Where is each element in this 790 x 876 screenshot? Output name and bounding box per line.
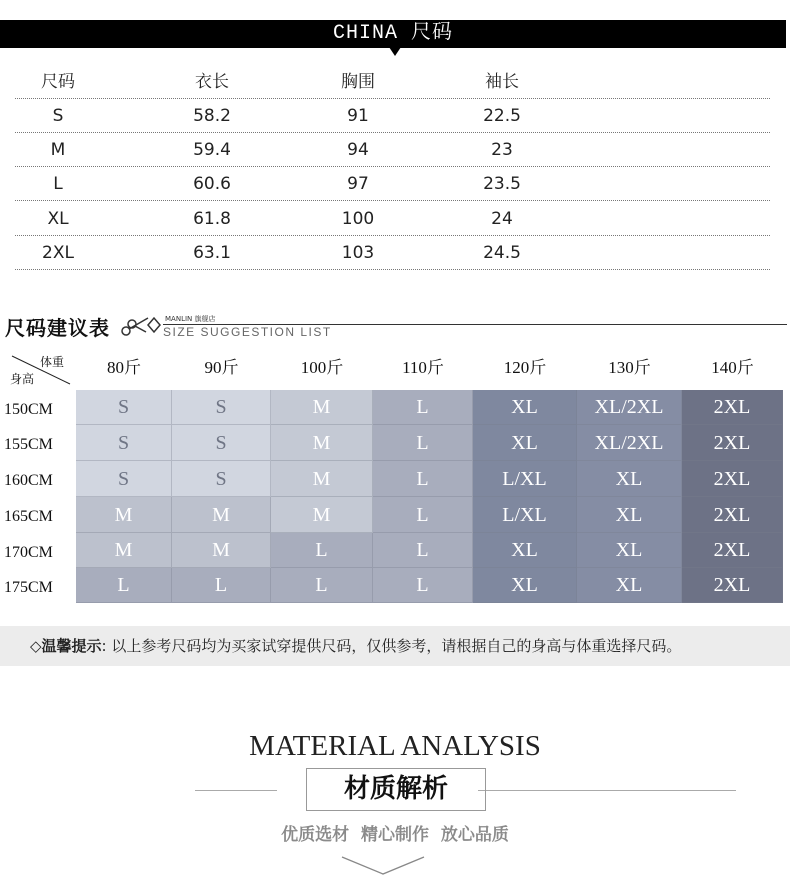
size-cell: L [373, 568, 473, 603]
table-row [15, 202, 770, 236]
size-cell: XL/2XL [577, 390, 682, 425]
table-cell: 24.5 [483, 242, 521, 263]
height-label: 170CM [4, 543, 53, 561]
table-cell: 63.1 [193, 242, 231, 263]
table-cell: 衣长 [195, 72, 229, 92]
size-cell: L/XL [473, 461, 577, 497]
weight-header: 140斤 [711, 358, 754, 377]
size-cell: XL [577, 497, 682, 533]
size-cell: 2XL [682, 568, 783, 603]
table-cell: 2XL [42, 242, 74, 263]
table-cell: 91 [347, 106, 369, 126]
size-cell: L [373, 425, 473, 461]
size-cell: L [373, 390, 473, 425]
table-row [15, 167, 770, 201]
height-label: 160CM [4, 472, 53, 489]
table-cell: 22.5 [483, 106, 521, 126]
size-cell: XL [473, 425, 577, 461]
size-cell: S [76, 425, 172, 461]
weight-header: 120斤 [503, 358, 547, 377]
size-cell: M [271, 425, 373, 461]
size-cell: M [172, 533, 271, 568]
weight-header: 100斤 [300, 358, 344, 377]
size-cell: S [76, 461, 172, 497]
size-cell: L [76, 568, 172, 603]
table-cell: 24 [491, 208, 513, 229]
size-cell: M [76, 533, 172, 568]
material-tagline: 优质选材 精心制作 放心品质 [281, 825, 509, 845]
size-cell: L [373, 497, 473, 533]
size-cell: XL [577, 461, 682, 497]
size-cell: M [172, 497, 271, 533]
table-cell: 97 [347, 174, 369, 195]
corner-weight-label: 体重 [40, 355, 65, 369]
weight-header: 110斤 [402, 358, 444, 377]
size-cell: S [172, 390, 271, 425]
size-cell: L [271, 533, 373, 568]
notice-text: : 以上参考尺码均为买家试穿提供尺码，仅供参考，请根据自己的身高与体重选择尺码。 [101, 637, 682, 655]
divider [478, 790, 736, 791]
table-cell: 103 [341, 242, 375, 263]
table-cell: L [53, 174, 63, 195]
table-cell: S [52, 106, 64, 126]
table-cell: 59.4 [193, 140, 231, 161]
table-row [15, 99, 770, 133]
height-label: 150CM [4, 400, 53, 418]
size-cell: XL [577, 533, 682, 568]
size-cell: XL [473, 390, 577, 425]
height-label: 175CM [4, 578, 53, 596]
table-header-row [15, 65, 770, 99]
size-cell: 2XL [682, 461, 783, 497]
table-cell: 23.5 [483, 174, 521, 195]
size-suggestion-title: 尺码建议表 [5, 316, 110, 340]
table-cell: XL [47, 208, 69, 229]
size-cell: XL [473, 533, 577, 568]
size-cell: XL [577, 568, 682, 603]
table-cell: 60.6 [193, 174, 231, 195]
size-cell: L [373, 461, 473, 497]
china-size-banner: CHINA 尺码 [0, 20, 786, 48]
table-cell: 23 [491, 140, 513, 161]
size-cell: L/XL [473, 497, 577, 533]
table-cell: 100 [341, 208, 375, 229]
size-cell: M [271, 390, 373, 425]
table-row [15, 236, 770, 270]
table-cell: 58.2 [193, 106, 231, 126]
size-cell: M [271, 461, 373, 497]
size-cell: L [271, 568, 373, 603]
divider [195, 790, 277, 791]
size-cell: L [373, 533, 473, 568]
size-cell: XL [473, 568, 577, 603]
weight-header: 80斤 [107, 358, 141, 377]
size-cell: S [76, 390, 172, 425]
chevron-down-icon [340, 855, 426, 876]
table-cell: 袖长 [485, 72, 519, 92]
table-cell: 61.8 [193, 208, 231, 229]
table-cell: M [50, 140, 66, 161]
table-cell: 94 [347, 140, 369, 161]
size-cell: 2XL [682, 390, 783, 425]
table-row [15, 133, 770, 167]
size-cell: M [76, 497, 172, 533]
table-cell: 胸围 [341, 72, 375, 92]
table-cell: 尺码 [41, 72, 75, 92]
size-cell: 2XL [682, 533, 783, 568]
size-cell: M [271, 497, 373, 533]
size-cell: XL/2XL [577, 425, 682, 461]
size-suggestion-subtitle: SIZE SUGGESTION LIST [163, 325, 332, 339]
height-label: 165CM [4, 508, 53, 525]
size-cell: 2XL [682, 425, 783, 461]
size-cell: 2XL [682, 497, 783, 533]
notice-label: ◇温馨提示 [30, 637, 102, 655]
weight-header: 130斤 [608, 358, 651, 377]
weight-header: 90斤 [204, 358, 239, 377]
material-analysis-title: MATERIAL ANALYSIS [249, 730, 541, 762]
height-label: 155CM [4, 436, 53, 453]
size-cell: L [172, 568, 271, 603]
material-cn-title: 材质解析 [306, 768, 486, 811]
scissors-icon [118, 312, 162, 338]
corner-height-label: 身高 [10, 372, 35, 386]
size-cell: S [172, 461, 271, 497]
brand-label: MANLIN 旗舰店 [165, 315, 216, 323]
banner-pointer-icon [389, 47, 401, 56]
size-cell: S [172, 425, 271, 461]
notice-bar [0, 626, 790, 666]
